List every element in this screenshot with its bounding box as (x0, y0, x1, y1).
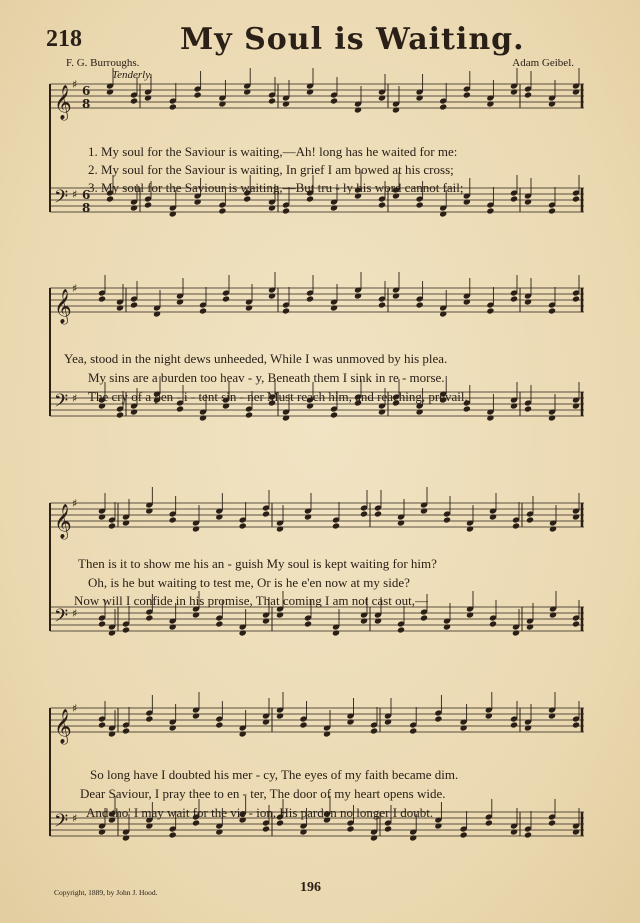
verse-line-1-3: 3. My soul for the Saviour is waiting,—But tru - ly his word cannot fail; (88, 180, 464, 195)
svg-text:6: 6 (82, 188, 91, 202)
verse-line-2-2: My sins are a burden too heav - y, Beneath them I sink in re - morse. (88, 370, 445, 385)
svg-text:♯: ♯ (72, 392, 78, 405)
svg-text:♯: ♯ (72, 188, 78, 201)
verse-line-3-2: Oh, is he but waiting to test me, Or is he e'en now at my side? (88, 575, 410, 590)
copyright-notice: Copyright, 1889, by John J. Hood. (54, 888, 158, 897)
svg-text:𝄢: 𝄢 (54, 811, 69, 836)
verse-line-4-2: Dear Saviour, I pray thee to en - ter, The door of my heart opens wide. (80, 786, 446, 801)
hymn-title: My Soul is Waiting. (180, 22, 525, 57)
verse-line-1-2: 2. My soul for the Saviour is waiting, In grief I am bowed at his cross; (88, 162, 454, 177)
svg-text:♯: ♯ (72, 812, 78, 825)
svg-text:𝄢: 𝄢 (54, 606, 69, 631)
svg-text:♯: ♯ (72, 78, 78, 91)
verse-line-3-1: Then is it to show me his an - guish My soul is kept waiting for him? (78, 556, 437, 571)
svg-text:♯: ♯ (72, 282, 78, 295)
verse-line-4-1: So long have I doubted his mer - cy, The eyes of my faith became dim. (90, 767, 459, 782)
hymn-number: 218 (46, 26, 82, 52)
verse-line-3-3: Now will I confide in his promise, That coming I am not cast out,— (74, 593, 428, 608)
svg-text:♯: ♯ (72, 607, 78, 620)
svg-text:𝄞: 𝄞 (54, 504, 72, 539)
svg-text:♯: ♯ (72, 497, 78, 510)
svg-text:𝄢: 𝄢 (54, 391, 69, 416)
svg-text:𝄞: 𝄞 (54, 85, 72, 120)
tempo-marking: Tenderly. (112, 69, 153, 81)
svg-text:𝄞: 𝄞 (54, 709, 72, 744)
verse-line-2-1: Yea, stood in the night dews unheeded, While I was unmoved by his plea. (64, 351, 448, 366)
verse-line-2-3: The cry of a pen - i - tent sin - ner Must reach him, and reaching, prevail. (88, 389, 468, 404)
verse-line-4-3: And tho' I may wait for the vis - ion, His pardon no longer I doubt. (86, 805, 434, 820)
svg-text:8: 8 (82, 201, 91, 215)
page-number: 196 (300, 880, 321, 895)
svg-text:♯: ♯ (72, 702, 78, 715)
author: F. G. Burroughs. (66, 57, 140, 69)
composer: Adam Geibel. (512, 57, 574, 69)
verse-line-1-1: 1. My soul for the Saviour is waiting,—Ah! long has he waited for me: (88, 144, 458, 159)
svg-text:6: 6 (82, 84, 91, 98)
svg-text:𝄞: 𝄞 (54, 289, 72, 324)
svg-text:𝄢: 𝄢 (54, 187, 69, 212)
svg-text:8: 8 (82, 97, 91, 111)
